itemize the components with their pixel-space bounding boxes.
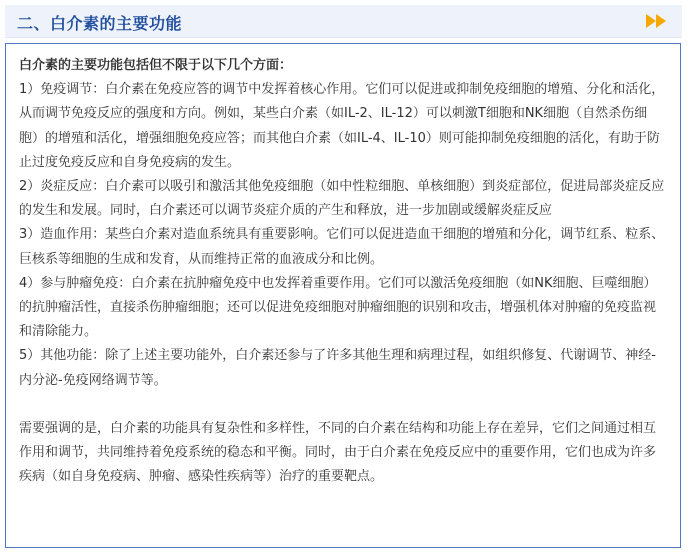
function-item-other: 5）其他功能：除了上述主要功能外，白介素还参与了许多其他生理和病理过程，如组织修复、代谢调节、神经-内分泌-免疫网络调节等。: [19, 348, 656, 388]
right-triangle-icon: [646, 14, 656, 28]
paragraph-spacer: [19, 393, 666, 417]
summary-text: 需要强调的是，白介素的功能具有复杂性和多样性，不同的白介素在结构和功能上存在差异，它们之间通过相互作用和调节，共同维持着免疫系统的稳态和平衡。同时，由于白介素在免疫反应中的重要作用，它们也成为许多疾病（如自身免疫病、肿瘤、感染性疾病等）治疗的重要靶点。: [19, 420, 657, 485]
function-item-inflammation: 2）炎症反应：白介素可以吸引和激活其他免疫细胞（如中性粒细胞、单核细胞）到炎症部位，促进局部炎症反应的发生和发展。同时，白介素还可以调节炎症介质的产生和释放，进一步加剧或缓解炎症反应: [19, 179, 665, 219]
double-right-triangle-icon: [646, 14, 666, 28]
section-title: 二、白介素的主要功能: [17, 14, 183, 33]
right-triangle-icon: [656, 14, 666, 28]
content-box: [5, 43, 681, 548]
function-item-immune-regulation: 1）免疫调节：白介素在免疫应答的调节中发挥着核心作用。它们可以促进或抑制免疫细胞的增殖、分化和活化，从而调节免疫反应的强度和方向。例如，某些白介素（如IL-2、IL-12）可以刺激T细胞和NK细胞（自然杀伤细胞）的增殖和活化，增强细胞免疫应答；而其他白介素（如IL-4、IL-10）则可能抑制免疫细胞的活化，有助于防止过度免疫反应和自身免疫病的发生。: [19, 82, 665, 170]
function-item-tumor-immunity: 4）参与肿瘤免疫：白介素在抗肿瘤免疫中也发挥着重要作用。它们可以激活免疫细胞（如NK细胞、巨噬细胞）的抗肿瘤活性，直接杀伤肿瘤细胞；还可以促进免疫细胞对肿瘤细胞的识别和攻击，增强机体对肿瘤的免疫监视和清除能力。: [19, 275, 657, 340]
intro-text: 白介素的主要功能包括但不限于以下几个方面：: [19, 58, 293, 73]
section-header: [5, 5, 682, 38]
function-item-hematopoiesis: 3）造血作用：某些白介素对造血系统具有重要影响。它们可以促进造血干细胞的增殖和分化，调节红系、粒系、巨核系等细胞的生成和发育，从而维持正常的血液成分和比例。: [19, 227, 665, 267]
